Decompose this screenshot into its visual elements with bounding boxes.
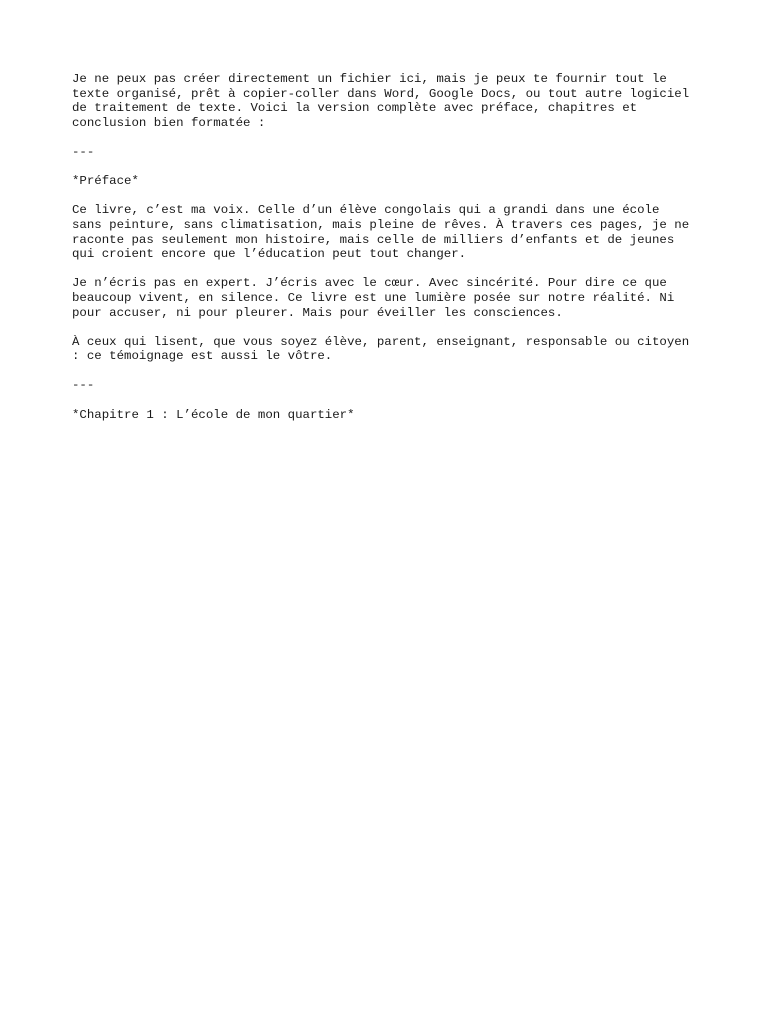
document-body <box>72 72 704 437</box>
chapter-1-heading: *Chapitre 1 : L’école de mon quartier* <box>72 407 355 422</box>
separator-line: --- <box>72 144 95 159</box>
preface-heading: *Préface* <box>72 174 139 189</box>
intro-paragraph: Je ne peux pas créer directement un fichier ici, mais je peux te fournir tout le texte organisé, prêt à copier-coller dans Word, Google Docs, ou tout autre logiciel de traitement de texte. Voici la version complète avec préface, chapitres et conclusion bien formatée : <box>72 72 690 130</box>
separator-line: --- <box>72 378 95 393</box>
preface-paragraph-1: Ce livre, c’est ma voix. Celle d’un élève congolais qui a grandi dans une école sans peinture, sans climatisation, mais pleine de rêves. À travers ces pages, je ne raconte pas seulement mon histoire, mais celle de milliers d’enfants et de jeunes qui croient encore que l’éducation peut tout changer. <box>72 203 690 262</box>
preface-paragraph-3: À ceux qui lisent, que vous soyez élève, parent, enseignant, responsable ou citoyen : ce témoignage est aussi le vôtre. <box>72 334 690 364</box>
preface-paragraph-2: Je n’écris pas en expert. J’écris avec le cœur. Avec sincérité. Pour dire ce que beaucoup vivent, en silence. Ce livre est une lumière posée sur notre réalité. Ni pour accuser, ni pour pleurer. Mais pour éveiller les consciences. <box>72 276 675 320</box>
